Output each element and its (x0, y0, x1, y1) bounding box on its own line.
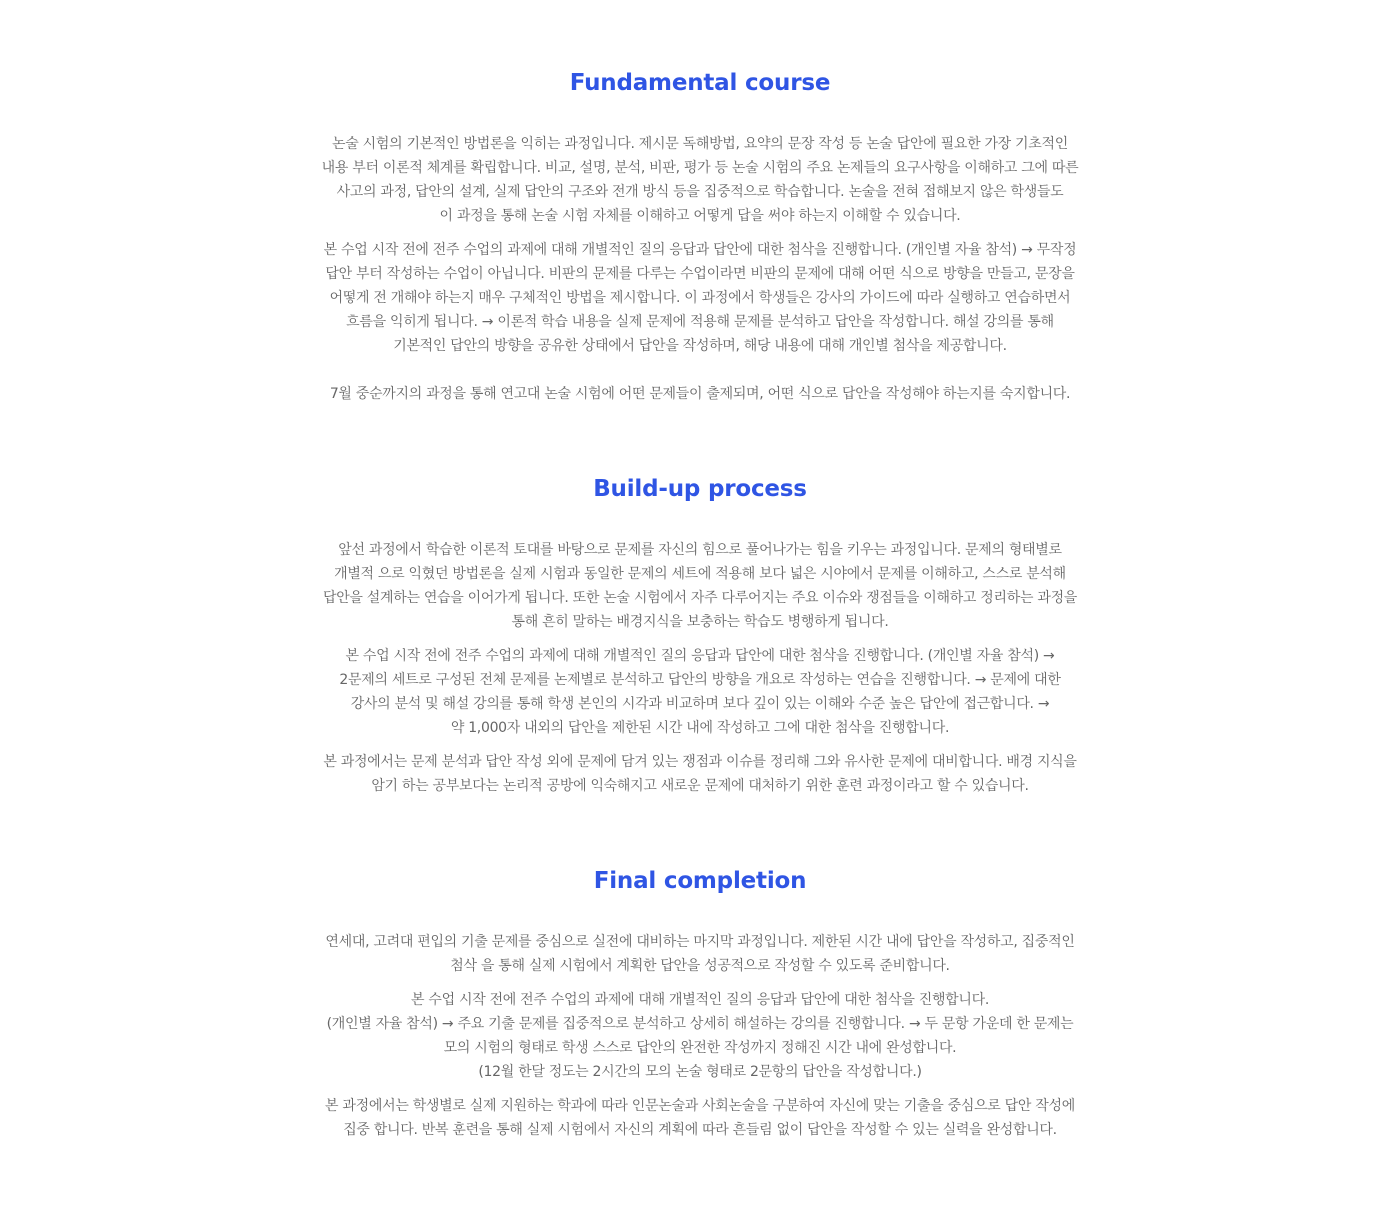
section-paragraph (290, 132, 1110, 228)
section-paragraph (290, 538, 1110, 634)
section-paragraph (290, 750, 1110, 798)
paragraph-line: 개별적 으로 익혔던 방법론을 실제 시험과 동일한 문제의 세트에 적용해 보다 넓은 시야에서 문제를 이해하고, 스스로 분석해 (334, 566, 1066, 582)
paragraph-line: 답안을 설계하는 연습을 이어가게 됩니다. 또한 논술 시험에서 자주 다루어지는 주요 이슈와 쟁점들을 이해하고 정리하는 과정을 (322, 590, 1078, 606)
section-paragraph (290, 988, 1110, 1084)
section-build-up-process (0, 474, 1400, 798)
paragraph-line: 이 과정을 통해 논술 시험 자체를 이해하고 어떻게 답을 써야 하는지 이해할 수 있습니다. (439, 208, 961, 224)
paragraph-line: 모의 시험의 형태로 학생 스스로 답안의 완전한 작성까지 정해진 시간 내에 완성합니다. (443, 1040, 957, 1056)
paragraph-line: (12월 한달 정도는 2시간의 모의 논술 형태로 2문항의 답안을 작성합니다.) (478, 1064, 922, 1080)
paragraph-line: 흐름을 익히게 됩니다. → 이론적 학습 내용을 실제 문제에 적용해 문제를 분석하고 답안을 작성합니다. 해설 강의를 통해 (346, 314, 1054, 330)
paragraph-line: 7월 중순까지의 과정을 통해 연고대 논술 시험에 어떤 문제들이 출제되며, 어떤 식으로 답안을 작성해야 하는지를 숙지합니다. (329, 386, 1071, 402)
paragraph-line: 첨삭 을 통해 실제 시험에서 계획한 답안을 성공적으로 작성할 수 있도록 준비합니다. (450, 958, 950, 974)
section-title: Build-up process (593, 476, 807, 502)
paragraph-line: 본 과정에서는 학생별로 실제 지원하는 학과에 따라 인문논술과 사회논술을 구분하여 자신에 맞는 기출을 중심으로 답안 작성에 (325, 1098, 1075, 1114)
paragraph-line: 연세대, 고려대 편입의 기출 문제를 중심으로 실전에 대비하는 마지막 과정입니다. 제한된 시간 내에 답안을 작성하고, 집중적인 (325, 934, 1075, 950)
paragraph-line: 앞선 과정에서 학습한 이론적 토대를 바탕으로 문제를 자신의 힘으로 풀어나가는 힘을 키우는 과정입니다. 문제의 형태별로 (338, 542, 1062, 558)
paragraph-line: 본 수업 시작 전에 전주 수업의 과제에 대해 개별적인 질의 응답과 답안에 대한 첨삭을 진행합니다. (411, 992, 989, 1008)
paragraph-line: 내용 부터 이론적 체계를 확립합니다. 비교, 설명, 분석, 비판, 평가 등 논술 시험의 주요 논제들의 요구사항을 이해하고 그에 따른 (321, 160, 1079, 176)
section-paragraph (290, 930, 1110, 978)
section-final-completion (0, 866, 1400, 1142)
paragraph-line: 약 1,000자 내외의 답안을 제한된 시간 내에 작성하고 그에 대한 첨삭을 진행합니다. (450, 720, 950, 736)
paragraph-line: 본 수업 시작 전에 전주 수업의 과제에 대해 개별적인 질의 응답과 답안에 대한 첨삭을 진행합니다. (개인별 자율 참석) → 무작정 (323, 242, 1077, 258)
section-title: Fundamental course (569, 70, 831, 96)
paragraph-line: 어떻게 전 개해야 하는지 매우 구체적인 방법을 제시합니다. 이 과정에서 학생들은 강사의 가이드에 따라 실행하고 연습하면서 (329, 290, 1071, 306)
paragraph-line: 기본적인 답안의 방향을 공유한 상태에서 답안을 작성하며, 해당 내용에 대해 개인별 첨삭을 제공합니다. (393, 338, 1007, 354)
paragraph-line: 사고의 과정, 답안의 설계, 실제 답안의 구조와 전개 방식 등을 집중적으로 학습합니다. 논술을 전혀 접해보지 않은 학생들도 (336, 184, 1064, 200)
paragraph-line: 본 과정에서는 문제 분석과 답안 작성 외에 문제에 담겨 있는 쟁점과 이슈를 정리해 그와 유사한 문제에 대비합니다. 배경 지식을 (323, 754, 1077, 770)
section-paragraph (290, 1094, 1110, 1142)
paragraph-line: 강사의 분석 및 해설 강의를 통해 학생 본인의 시각과 비교하며 보다 깊이 있는 이해와 수준 높은 답안에 접근합니다. → (350, 696, 1050, 712)
paragraph-line: 2문제의 세트로 구성된 전체 문제를 논제별로 분석하고 답안의 방향을 개요로 작성하는 연습을 진행합니다. → 문제에 대한 (339, 672, 1061, 688)
section-fundamental-course (0, 68, 1400, 406)
paragraph-line: 통해 흔히 말하는 배경지식을 보충하는 학습도 병행하게 됩니다. (511, 614, 889, 630)
paragraph-line: 답안 부터 작성하는 수업이 아닙니다. 비판의 문제를 다루는 수업이라면 비판의 문제에 대해 어떤 식으로 방향을 만들고, 문장을 (325, 266, 1075, 282)
section-title: Final completion (593, 868, 807, 894)
section-paragraph (290, 644, 1110, 740)
paragraph-line: 본 수업 시작 전에 전주 수업의 과제에 대해 개별적인 질의 응답과 답안에 대한 첨삭을 진행합니다. (개인별 자율 참석) → (345, 648, 1055, 664)
section-paragraph (290, 238, 1110, 358)
paragraph-line: 집중 합니다. 반복 훈련을 통해 실제 시험에서 자신의 계획에 따라 흔들림 없이 답안을 작성할 수 있는 실력을 완성합니다. (343, 1122, 1057, 1138)
section-paragraph (290, 382, 1110, 406)
paragraph-line: (개인별 자율 참석) → 주요 기출 문제를 집중적으로 분석하고 상세히 해설하는 강의를 진행합니다. → 두 문항 가운데 한 문제는 (326, 1016, 1074, 1032)
paragraph-line: 논술 시험의 기본적인 방법론을 익히는 과정입니다. 제시문 독해방법, 요약의 문장 작성 등 논술 답안에 필요한 가장 기초적인 (332, 136, 1068, 152)
paragraph-line: 암기 하는 공부보다는 논리적 공방에 익숙해지고 새로운 문제에 대처하기 위한 훈련 과정이라고 할 수 있습니다. (371, 778, 1029, 794)
